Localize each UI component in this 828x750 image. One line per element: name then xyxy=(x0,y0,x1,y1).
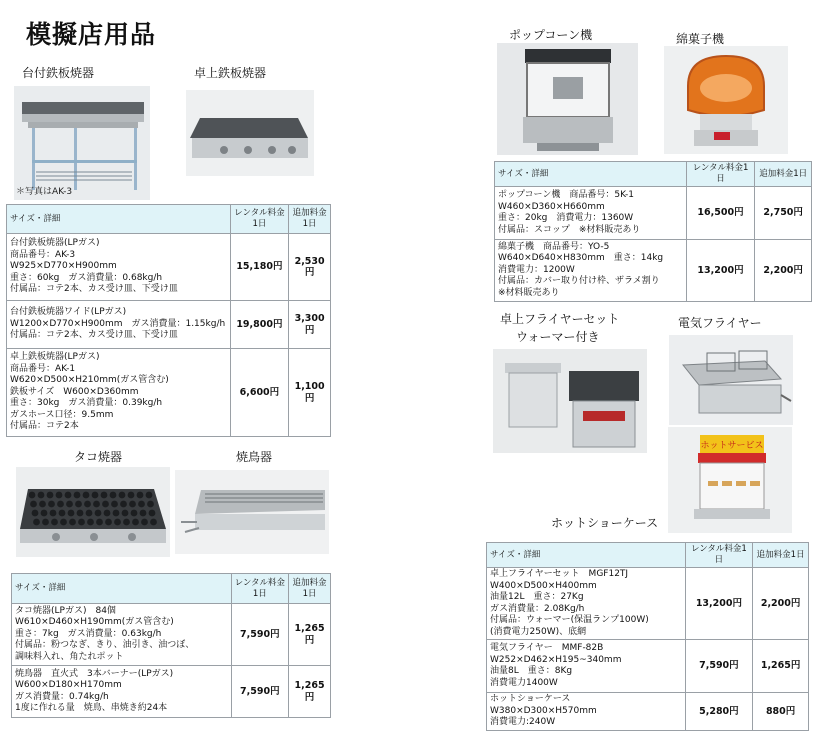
detail-line: W1200×D770×H900mm ガス消費量：1.15kg/h xyxy=(10,318,226,329)
header-rental: レンタル料金 1日 xyxy=(231,574,288,604)
header-rental: レンタル料金1日 xyxy=(686,162,755,187)
popcorn-photo xyxy=(497,43,638,155)
extra-price: 1,100円 xyxy=(289,349,331,437)
takoyaki-hole xyxy=(83,492,90,499)
takoyaki-hole xyxy=(96,519,103,526)
detail-line: 油量8L 重さ：8Kg xyxy=(490,666,573,676)
extra-price: 1,265円 xyxy=(289,604,331,666)
detail-line: 卓上フライヤーセット MGF12TJ xyxy=(490,569,629,579)
detail-line: 1度に作れる量 焼鳥、串焼き約24本 xyxy=(15,703,168,713)
rental-price: 13,200円 xyxy=(686,240,755,302)
takoyaki-hole xyxy=(50,510,57,517)
detail-line: 台付鉄板焼器(LPガス) xyxy=(10,238,100,249)
rental-price: 15,180円 xyxy=(230,234,289,301)
row-detail xyxy=(487,640,686,693)
detail-line: 調味料入れ、角たれポット xyxy=(15,651,124,662)
detail-line: 電気フライヤー MMF-82B xyxy=(490,643,604,653)
table-row xyxy=(487,693,809,731)
popcorn-caption: ポップコーン機 xyxy=(509,28,593,42)
takoyaki-hole xyxy=(30,501,37,508)
detail-line: ポップコーン機 商品番号：5K-1 xyxy=(498,190,635,200)
detail-line: 付属品：カバー取り付け枠、ザラメ割り xyxy=(498,276,660,287)
takoyaki-hole xyxy=(29,492,36,499)
takoyaki-hole xyxy=(84,501,91,508)
takoyaki-hole xyxy=(132,519,139,526)
takoyaki-hole xyxy=(150,519,157,526)
yakitori-photo xyxy=(175,470,329,554)
extra-price: 880円 xyxy=(753,693,809,731)
row-detail xyxy=(487,693,686,731)
takoyaki-hole xyxy=(86,510,93,517)
detail-line: 付属品：コテ2本、カス受け皿、下受け皿 xyxy=(10,330,178,341)
detail-line: W400×D500×H400mm xyxy=(490,580,597,591)
yakitori-caption: 焼鳥器 xyxy=(236,450,273,464)
takoyaki-hole xyxy=(102,501,109,508)
takoyaki-hole xyxy=(114,519,121,526)
table-row xyxy=(7,301,331,349)
row-detail xyxy=(7,349,231,437)
takoyaki-hole xyxy=(131,510,138,517)
extra-price: 2,200円 xyxy=(753,568,809,640)
detail-line: 付属品：ウォーマー(保温ランプ100W) xyxy=(490,615,649,625)
hot-case-sign: ホットサービス xyxy=(700,441,764,451)
takoyaki-hole xyxy=(39,501,46,508)
detail-line: ガスホース口径：9.5mm xyxy=(10,409,114,420)
detail-line: 重さ：7kg ガス消費量：0.63kg/h xyxy=(15,628,162,639)
header-size-detail: サイズ・詳細 xyxy=(12,574,232,604)
row-detail xyxy=(12,666,232,718)
takoyaki-hole xyxy=(60,519,67,526)
detail-line: 重さ：30kg ガス消費量：0.39kg/h xyxy=(10,398,163,409)
watagashi-caption: 綿菓子機 xyxy=(676,32,725,46)
watagashi-photo xyxy=(664,46,788,154)
detail-line: ガス消費量：0.74kg/h xyxy=(15,691,109,702)
electric-fryer-caption: 電気フライヤー xyxy=(678,316,762,330)
table-row xyxy=(12,604,331,666)
detail-line: 消費電力：1200W xyxy=(498,264,575,275)
header-size-detail: サイズ・詳細 xyxy=(7,205,231,234)
takoyaki-hole xyxy=(78,519,85,526)
takoyaki-hole xyxy=(51,519,58,526)
tako-photo xyxy=(16,467,170,557)
takoyaki-hole xyxy=(47,492,54,499)
takoyaki-hole xyxy=(104,510,111,517)
detail-line: W252×D462×H195~340mm xyxy=(490,654,622,665)
takoyaki-hole xyxy=(113,510,120,517)
detail-line: W600×D180×H170mm xyxy=(15,680,122,690)
takoyaki-hole xyxy=(105,519,112,526)
header-extra: 追加料金 1日 xyxy=(289,574,331,604)
detail-line: W925×D770×H900mm xyxy=(10,261,117,272)
takoyaki-hole xyxy=(38,492,45,499)
extra-price: 1,265円 xyxy=(289,666,331,718)
header-extra: 追加料金1日 xyxy=(755,162,812,187)
row-detail xyxy=(7,301,231,349)
rental-price: 7,590円 xyxy=(231,666,288,718)
extra-price: 2,200円 xyxy=(755,240,812,302)
hot-case-caption: ホットショーケース xyxy=(551,516,659,530)
detail-line: 油量12L 重さ：27Kg xyxy=(490,592,584,602)
rental-price: 13,200円 xyxy=(685,568,753,640)
tako-yakitori-spec-table xyxy=(11,573,331,718)
detail-line: 重さ：60kg ガス消費量：0.68kg/h xyxy=(10,272,163,283)
row-detail xyxy=(7,234,231,301)
table-row xyxy=(7,349,331,437)
detail-line: 消費電力1400W xyxy=(490,677,558,688)
fryer-set-photo xyxy=(493,349,647,453)
teppan-spec-table xyxy=(6,204,331,437)
detail-line: 綿菓子機 商品番号：YO-5 xyxy=(498,241,610,252)
takoyaki-hole xyxy=(56,492,63,499)
detail-line: 卓上鉄板焼器(LPガス) xyxy=(10,352,100,363)
table-row xyxy=(487,640,809,693)
takoyaki-hole xyxy=(129,501,136,508)
header-rental: レンタル料金 1日 xyxy=(230,205,289,234)
takoyaki-hole xyxy=(146,492,153,499)
detail-line: (消費電力250W)、底網 xyxy=(490,626,587,637)
takoyaki-hole xyxy=(65,492,72,499)
rental-price: 6,600円 xyxy=(230,349,289,437)
row-detail xyxy=(487,568,686,640)
rental-price: 16,500円 xyxy=(686,187,755,240)
takoyaki-hole xyxy=(41,510,48,517)
teppan-taku-photo xyxy=(186,90,314,176)
takoyaki-hole xyxy=(138,501,145,508)
takoyaki-hole xyxy=(75,501,82,508)
header-extra: 追加料金1日 xyxy=(753,543,809,568)
electric-fryer-photo xyxy=(669,335,793,425)
table-row xyxy=(495,187,812,240)
header-rental: レンタル料金1日 xyxy=(685,543,753,568)
row-detail xyxy=(495,240,687,302)
takoyaki-hole xyxy=(87,519,94,526)
takoyaki-hole xyxy=(74,492,81,499)
detail-line: W380×D300×H570mm xyxy=(490,705,597,716)
detail-line: 鉄板サイズ W600×D360mm xyxy=(10,386,139,397)
detail-line: 重さ：20kg 消費電力：1360W xyxy=(498,213,634,223)
teppan-dai-photo xyxy=(14,86,150,200)
takoyaki-hole xyxy=(42,519,49,526)
takoyaki-hole xyxy=(123,519,130,526)
hot-case-photo xyxy=(668,427,792,533)
takoyaki-hole xyxy=(57,501,64,508)
header-size-detail: サイズ・詳細 xyxy=(495,162,687,187)
page-title: 模擬店用品 xyxy=(26,20,157,49)
detail-line: ホットショーケース xyxy=(490,694,571,705)
fryer-set-caption-2: ウォーマー付き xyxy=(516,330,600,344)
takoyaki-hole xyxy=(59,510,66,517)
takoyaki-hole xyxy=(101,492,108,499)
takoyaki-hole xyxy=(137,492,144,499)
detail-line: 台付鉄板焼器ワイド(LPガス) xyxy=(10,307,127,318)
header-size-detail: サイズ・詳細 xyxy=(487,543,686,568)
detail-line: 付属品：コテ2本、カス受け皿、下受け皿 xyxy=(10,284,178,295)
detail-line: 焼鳥器 直火式 3本バーナー(LPガス) xyxy=(15,668,174,679)
takoyaki-hole xyxy=(120,501,127,508)
detail-line: W460×D360×H660mm xyxy=(498,201,605,212)
rental-price: 7,590円 xyxy=(231,604,288,666)
extra-price: 3,300円 xyxy=(289,301,331,349)
takoyaki-hole xyxy=(66,501,73,508)
takoyaki-hole xyxy=(95,510,102,517)
detail-line: 消費電力:240W xyxy=(490,717,556,728)
table-row xyxy=(495,240,812,302)
tako-caption: タコ焼器 xyxy=(74,450,123,464)
detail-line: ※材料販売あり xyxy=(498,287,560,298)
takoyaki-hole xyxy=(48,501,55,508)
detail-line: 付属品：スコップ ※材料販売あり xyxy=(498,224,641,235)
extra-price: 2,750円 xyxy=(755,187,812,240)
detail-line: タコ焼器(LPガス) 84個 xyxy=(15,605,116,616)
teppan-taku-caption: 卓上鉄板焼器 xyxy=(194,66,267,80)
takoyaki-hole xyxy=(119,492,126,499)
takoyaki-hole xyxy=(141,519,148,526)
photo-note: ＊写真はAK-3 xyxy=(16,187,73,197)
table-row xyxy=(7,234,331,301)
detail-line: 商品番号：AK-1 xyxy=(10,363,76,374)
detail-line: 付属品：粉つなぎ、きり、油引き、油つぼ、 xyxy=(15,640,195,651)
takoyaki-hole xyxy=(33,519,40,526)
detail-line: 商品番号：AK-3 xyxy=(10,249,76,260)
rental-price: 5,280円 xyxy=(685,693,753,731)
rental-price: 19,800円 xyxy=(230,301,289,349)
takoyaki-hole xyxy=(110,492,117,499)
header-extra: 追加料金 1日 xyxy=(289,205,331,234)
takoyaki-hole xyxy=(111,501,118,508)
row-detail xyxy=(495,187,687,240)
takoyaki-hole xyxy=(149,510,156,517)
teppan-dai-caption: 台付鉄板焼器 xyxy=(22,66,95,80)
takoyaki-hole xyxy=(68,510,75,517)
fryer-hotcase-spec-table xyxy=(486,542,809,731)
extra-price: 1,265円 xyxy=(753,640,809,693)
fryer-set-caption-1: 卓上フライヤーセット xyxy=(500,312,620,326)
detail-line: W610×D460×H190mm(ガス管含む) xyxy=(15,617,174,628)
takoyaki-hole xyxy=(77,510,84,517)
table-row xyxy=(487,568,809,640)
takoyaki-hole xyxy=(32,510,39,517)
row-detail xyxy=(12,604,232,666)
takoyaki-hole xyxy=(147,501,154,508)
takoyaki-hole xyxy=(140,510,147,517)
takoyaki-hole xyxy=(92,492,99,499)
detail-line: ガス消費量：2.08Kg/h xyxy=(490,603,585,614)
detail-line: W620×D500×H210mm(ガス管含む) xyxy=(10,375,169,386)
rental-price: 7,590円 xyxy=(685,640,753,693)
popcorn-watagashi-spec-table xyxy=(494,161,812,302)
takoyaki-hole xyxy=(93,501,100,508)
detail-line: W640×D640×H830mm 重さ：14kg xyxy=(498,253,664,264)
takoyaki-hole xyxy=(128,492,135,499)
table-row xyxy=(12,666,331,718)
takoyaki-hole xyxy=(69,519,76,526)
extra-price: 2,530円 xyxy=(289,234,331,301)
takoyaki-hole xyxy=(122,510,129,517)
detail-line: 付属品：コテ2本 xyxy=(10,421,79,432)
